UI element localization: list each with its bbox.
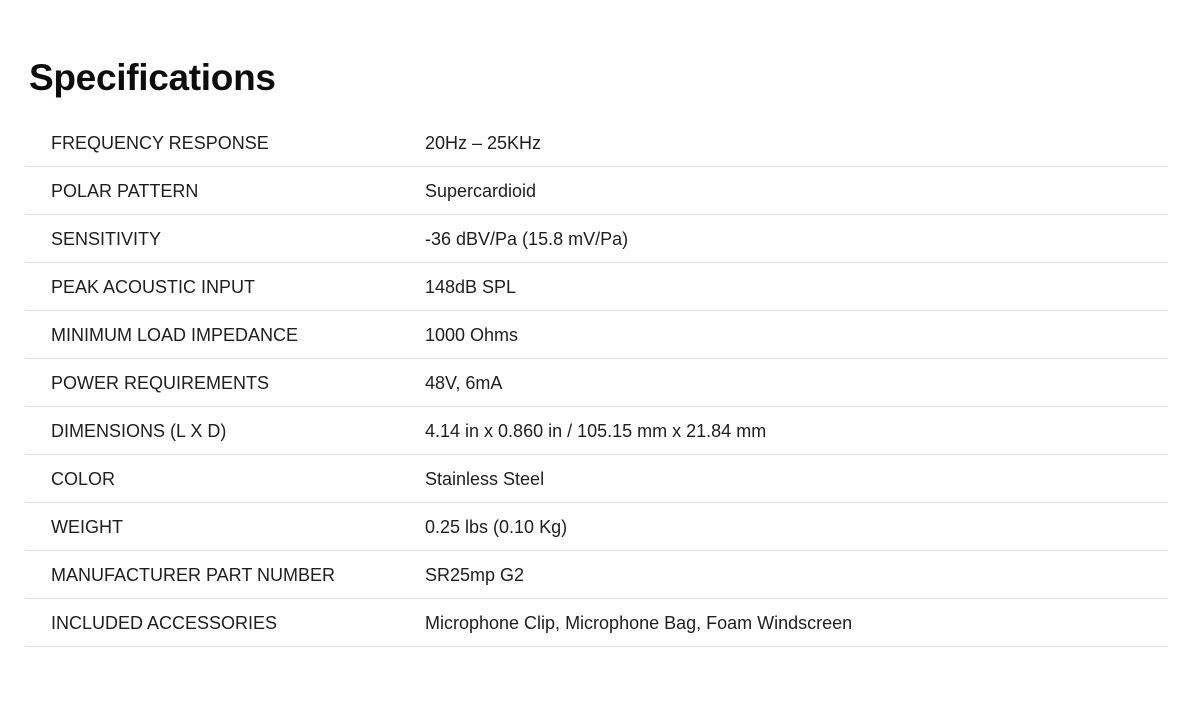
spec-row-peak-acoustic-input [26, 263, 1167, 311]
spec-row-manufacturer-part-number [26, 551, 1167, 599]
spec-value: 4.14 in x 0.860 in / 105.15 mm x 21.84 mm [425, 421, 767, 441]
spec-row-color [26, 455, 1167, 503]
spec-row-power-requirements [26, 359, 1167, 407]
spec-value: SR25mp G2 [425, 565, 525, 585]
spec-label: COLOR [51, 469, 116, 489]
spec-label: INCLUDED ACCESSORIES [51, 613, 278, 633]
spec-value: Microphone Clip, Microphone Bag, Foam Windscreen [425, 613, 853, 633]
spec-row-included-accessories [26, 599, 1167, 647]
spec-row-polar-pattern [26, 167, 1167, 215]
spec-label: WEIGHT [51, 517, 123, 537]
spec-label: DIMENSIONS (L X D) [51, 421, 227, 441]
spec-value: 148dB SPL [425, 277, 517, 297]
spec-value: Supercardioid [425, 181, 537, 201]
spec-label: POWER REQUIREMENTS [51, 373, 270, 393]
spec-label: MINIMUM LOAD IMPEDANCE [51, 325, 299, 345]
spec-value: Stainless Steel [425, 469, 545, 489]
spec-row-frequency-response [26, 119, 1167, 167]
spec-label: FREQUENCY RESPONSE [51, 133, 269, 153]
page-title: Specifications [29, 57, 276, 98]
specifications-table [26, 119, 1167, 647]
spec-row-sensitivity [26, 215, 1167, 263]
spec-label: POLAR PATTERN [51, 181, 199, 201]
spec-label: SENSITIVITY [51, 229, 162, 249]
spec-value: -36 dBV/Pa (15.8 mV/Pa) [425, 229, 629, 249]
spec-value: 1000 Ohms [425, 325, 519, 345]
spec-row-minimum-load-impedance [26, 311, 1167, 359]
spec-value: 48V, 6mA [425, 373, 503, 393]
spec-row-weight [26, 503, 1167, 551]
spec-label: PEAK ACOUSTIC INPUT [51, 277, 256, 297]
spec-value: 0.25 lbs (0.10 Kg) [425, 517, 568, 537]
spec-value: 20Hz – 25KHz [425, 133, 542, 153]
spec-label: MANUFACTURER PART NUMBER [51, 565, 336, 585]
spec-row-dimensions [26, 407, 1167, 455]
